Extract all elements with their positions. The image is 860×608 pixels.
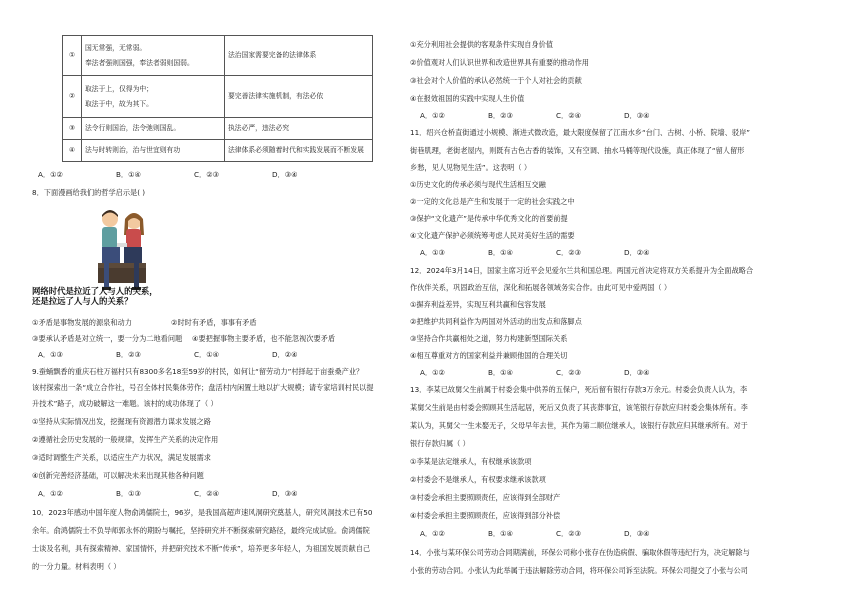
q10-stem-line: 的一分力量。材料表明（ ） — [32, 562, 121, 571]
option-b[interactable]: B．②③ — [116, 350, 142, 359]
q10-choice: ②价值观对人们认识世界和改造世界具有重要的推动作用 — [410, 58, 589, 67]
option-d[interactable]: D．②④ — [624, 248, 650, 257]
quote-cell — [82, 140, 225, 162]
option-d[interactable]: D．③④ — [272, 170, 298, 179]
option-c[interactable]: C．②④ — [556, 111, 582, 120]
q8-choice: ①矛盾是事物发展的源泉和动力 — [32, 318, 132, 327]
q14-stem-line: 14．小张与某环保公司劳动合同期满前，环保公司称小张存在伪造病假、骗取休假等违纪行为，决定解除与 — [410, 548, 750, 557]
option-d[interactable]: D．③④ — [624, 368, 650, 377]
q13-stem-line: 13．李某已故舅父生前属于村委会集中供养的五保户，死后留有银行存款3万余元。村委会负责人认为，李 — [410, 385, 748, 394]
option-c[interactable]: C．①④ — [194, 350, 220, 359]
q12-choice: ②把维护共同利益作为两国对外活动的出发点和落脚点 — [410, 317, 582, 326]
q7-options — [38, 171, 298, 180]
q11-options — [420, 249, 650, 258]
q11-stem-line: 乡愁，见人见物见生活”。这表明（ ） — [410, 163, 532, 172]
cartoon-caption-line-1: 网络时代是拉近了人与人的关系， — [32, 286, 158, 296]
option-b[interactable]: B．②③ — [488, 111, 514, 120]
quote-line: 法与时转则治，治与世宜则有功 — [85, 146, 181, 155]
option-a[interactable]: A．①② — [420, 111, 445, 120]
row-number: ④ — [63, 140, 82, 162]
option-b[interactable]: B．①④ — [488, 368, 514, 377]
option-a[interactable]: A．①② — [420, 529, 445, 538]
quote-line: 奉法者强则国强，奉法者弱则国弱。 — [85, 58, 194, 67]
cartoon-caption-line-2: 还是拉远了人与人的关系？ — [32, 296, 133, 306]
option-a[interactable]: A．①② — [38, 489, 63, 498]
q13-stem-line: 银行存款归属（ ） — [410, 439, 470, 448]
table-row — [63, 118, 373, 140]
option-b[interactable]: B．①④ — [116, 170, 142, 179]
option-c[interactable]: C．②③ — [556, 248, 582, 257]
q13-stem-line: 某舅父生前是由村委会照顾其生活起居，死后又负责了其丧葬事宜，该笔银行存款应归村委会集体所有。李 — [410, 403, 748, 412]
q12-choice: ①摒弃利益差异，实现互利共赢和包容发展 — [410, 300, 546, 309]
q9-stem-line: 9.蚕蛹飘香的重庆石柱万福村只有8300多名18至59岁的村民，如何让“留劳动力”村择起于亩蚕桑产业？ — [32, 367, 364, 376]
q12-options — [420, 369, 650, 378]
q12-choice: ④相互尊重对方的国家利益并兼顾他国的合理关切 — [410, 351, 568, 360]
q12-choice: ③坚持合作共赢相处之道，努力构建新型国际关系 — [410, 334, 568, 343]
option-b[interactable]: B．①④ — [488, 248, 514, 257]
option-b[interactable]: B．①③ — [116, 489, 142, 498]
option-d[interactable]: D．③④ — [624, 529, 650, 538]
quote-line: 法令行则国治，法令弛则国乱。 — [85, 124, 181, 133]
q14-stem-line: 小张的劳动合同。小张认为此举属于违法解除劳动合同，将环保公司诉至法院。环保公司提交了小张与公司 — [410, 566, 748, 575]
q10-choice: ①充分利用社会提供的客观条件实现自身价值 — [410, 40, 554, 49]
quote-line: 国无常强，无常弱。 — [85, 44, 147, 53]
q8-stem: 8．下面漫画给我们的哲学启示是( ) — [32, 188, 146, 197]
q9-stem-line: 该村探索出一条“成立合作社，号召全体村民集体劳作；盘活村内闲置土地以扩大规模；请专家培训村民以提 — [32, 383, 374, 392]
q10-stem-line: 10．2023年感动中国年度人物俞鸿儒院士，96岁，是我国高超声速风洞研究奠基人，研究风洞技术已有50 — [32, 508, 373, 517]
q11-choice: ③保护“文化遗产”是传承中华优秀文化的首要前提 — [410, 214, 568, 223]
q11-choice: ④文化遗产保护必须统筹考虑人民对美好生活的需要 — [410, 231, 575, 240]
option-c[interactable]: C．②③ — [556, 529, 582, 538]
q11-choice: ②一定的文化总是产生和发展于一定的社会实践之中 — [410, 197, 575, 206]
q10-choice: ④在报效祖国的实践中实现人生价值 — [410, 94, 525, 103]
q8-choice: ④要把握事物主要矛盾，也不能忽视次要矛盾 — [192, 334, 336, 343]
q10-options — [420, 112, 650, 121]
table-row — [63, 36, 373, 76]
option-a[interactable]: A．①② — [38, 170, 63, 179]
table-row — [63, 76, 373, 118]
q8-options — [38, 351, 298, 360]
quote-line: 取法于中，故为其下。 — [85, 99, 153, 108]
description-cell: 法律体系必须随着时代和实践发展而不断发展 — [225, 140, 373, 162]
q13-choice: ③村委会承担主要照顾责任，应该得到全部财产 — [410, 493, 561, 502]
q10-stem-line: 士谈及名利，具有探索精神、家国情怀，并把研究技术不断“传承”，培养更多年轻人，为祖国发展贡献自己 — [32, 544, 371, 553]
q11-choice: ①历史文化的传承必须与现代生活相互交融 — [410, 180, 546, 189]
row-number: ② — [63, 76, 82, 118]
quote-cell — [82, 76, 225, 118]
q9-choice: ③适时调整生产关系，以适应生产力状况，满足发展需求 — [32, 453, 211, 462]
description-cell: 法治国家需要完备的法律体系 — [225, 36, 373, 76]
option-c[interactable]: C．②④ — [194, 489, 220, 498]
q9-stem-line: 升技术”路子，成功破解这一难题。该村的成功体现了（ ） — [32, 399, 218, 408]
q13-choice: ①李某是法定继承人，有权继承该款项 — [410, 457, 532, 466]
option-d[interactable]: D．③④ — [272, 489, 298, 498]
q13-choice: ②村委会不是继承人，有权要求继承该款项 — [410, 475, 546, 484]
description-cell: 要完善法律实施机制，有法必依 — [225, 76, 373, 118]
q12-stem-line: 12．2024年3月14日，国家主席习近平会见爱尔兰共和国总理。两国元首决定将双方关系提升为全面战略合 — [410, 266, 754, 275]
option-a[interactable]: A．①③ — [38, 350, 63, 359]
q9-choice: ②遵循社会历史发展的一般规律，发挥生产关系的决定作用 — [32, 435, 219, 444]
option-d[interactable]: D．③④ — [624, 111, 650, 120]
description-cell: 执法必严，违法必究 — [225, 118, 373, 140]
option-d[interactable]: D．②④ — [272, 350, 298, 359]
table-row — [63, 140, 373, 162]
option-a[interactable]: A．①③ — [420, 248, 445, 257]
q9-choice: ①坚持从实际情况出发，挖掘现有资源潜力谋求发展之路 — [32, 417, 211, 426]
option-c[interactable]: C．②③ — [556, 368, 582, 377]
q10-stem-line: 余年。俞鸿儒院士不负导师郭永怀的期盼与嘱托，坚持研究并不断探索研究路径，最终完成试验。俞鸿儒院 — [32, 526, 370, 535]
q12-stem-line: 作伙伴关系，巩固政治互信，深化和拓展各领域务实合作。由此可见中爱两国（ ） — [410, 283, 672, 292]
q11-stem-line: 11．绍兴仓桥直街通过小规模、渐进式微改造，最大限度保留了江南水乡“台门、古树、小桥、院墙、驳岸” — [410, 128, 751, 137]
q13-choice: ④村委会承担主要照顾责任，应该得到部分补偿 — [410, 511, 561, 520]
q13-stem-line: 某认为，其舅父一生未娶无子，父母早年去世，其作为第二顺位继承人，该银行存款应归其继承所有。对于 — [410, 421, 748, 430]
row-number: ① — [63, 36, 82, 76]
option-a[interactable]: A．①② — [420, 368, 445, 377]
q10-choice: ③社会对个人价值的承认必然统一于个人对社会的贡献 — [410, 76, 582, 85]
option-c[interactable]: C．②③ — [194, 170, 220, 179]
option-b[interactable]: B．①④ — [488, 529, 514, 538]
quote-cell — [82, 36, 225, 76]
q8-choice: ③要承认矛盾是对立统一，要一分为二地看问题 — [32, 334, 183, 343]
quote-line: 取法于上，仅得为中； — [85, 85, 153, 94]
row-number: ③ — [63, 118, 82, 140]
q11-stem-line: 街巷肌理，老街老屋内，则既有古色古香的装饰，又有空调、抽水马桶等现代设施，真正体现了“留人留形 — [410, 146, 745, 155]
q8-choice: ②时时有矛盾，事事有矛盾 — [171, 318, 257, 327]
q9-choice: ④创新完善经济基础，可以解决未来出现其他各种问题 — [32, 471, 204, 480]
q13-options — [420, 530, 650, 539]
q7-table — [62, 35, 373, 162]
q9-options — [38, 490, 298, 499]
quote-cell — [82, 118, 225, 140]
